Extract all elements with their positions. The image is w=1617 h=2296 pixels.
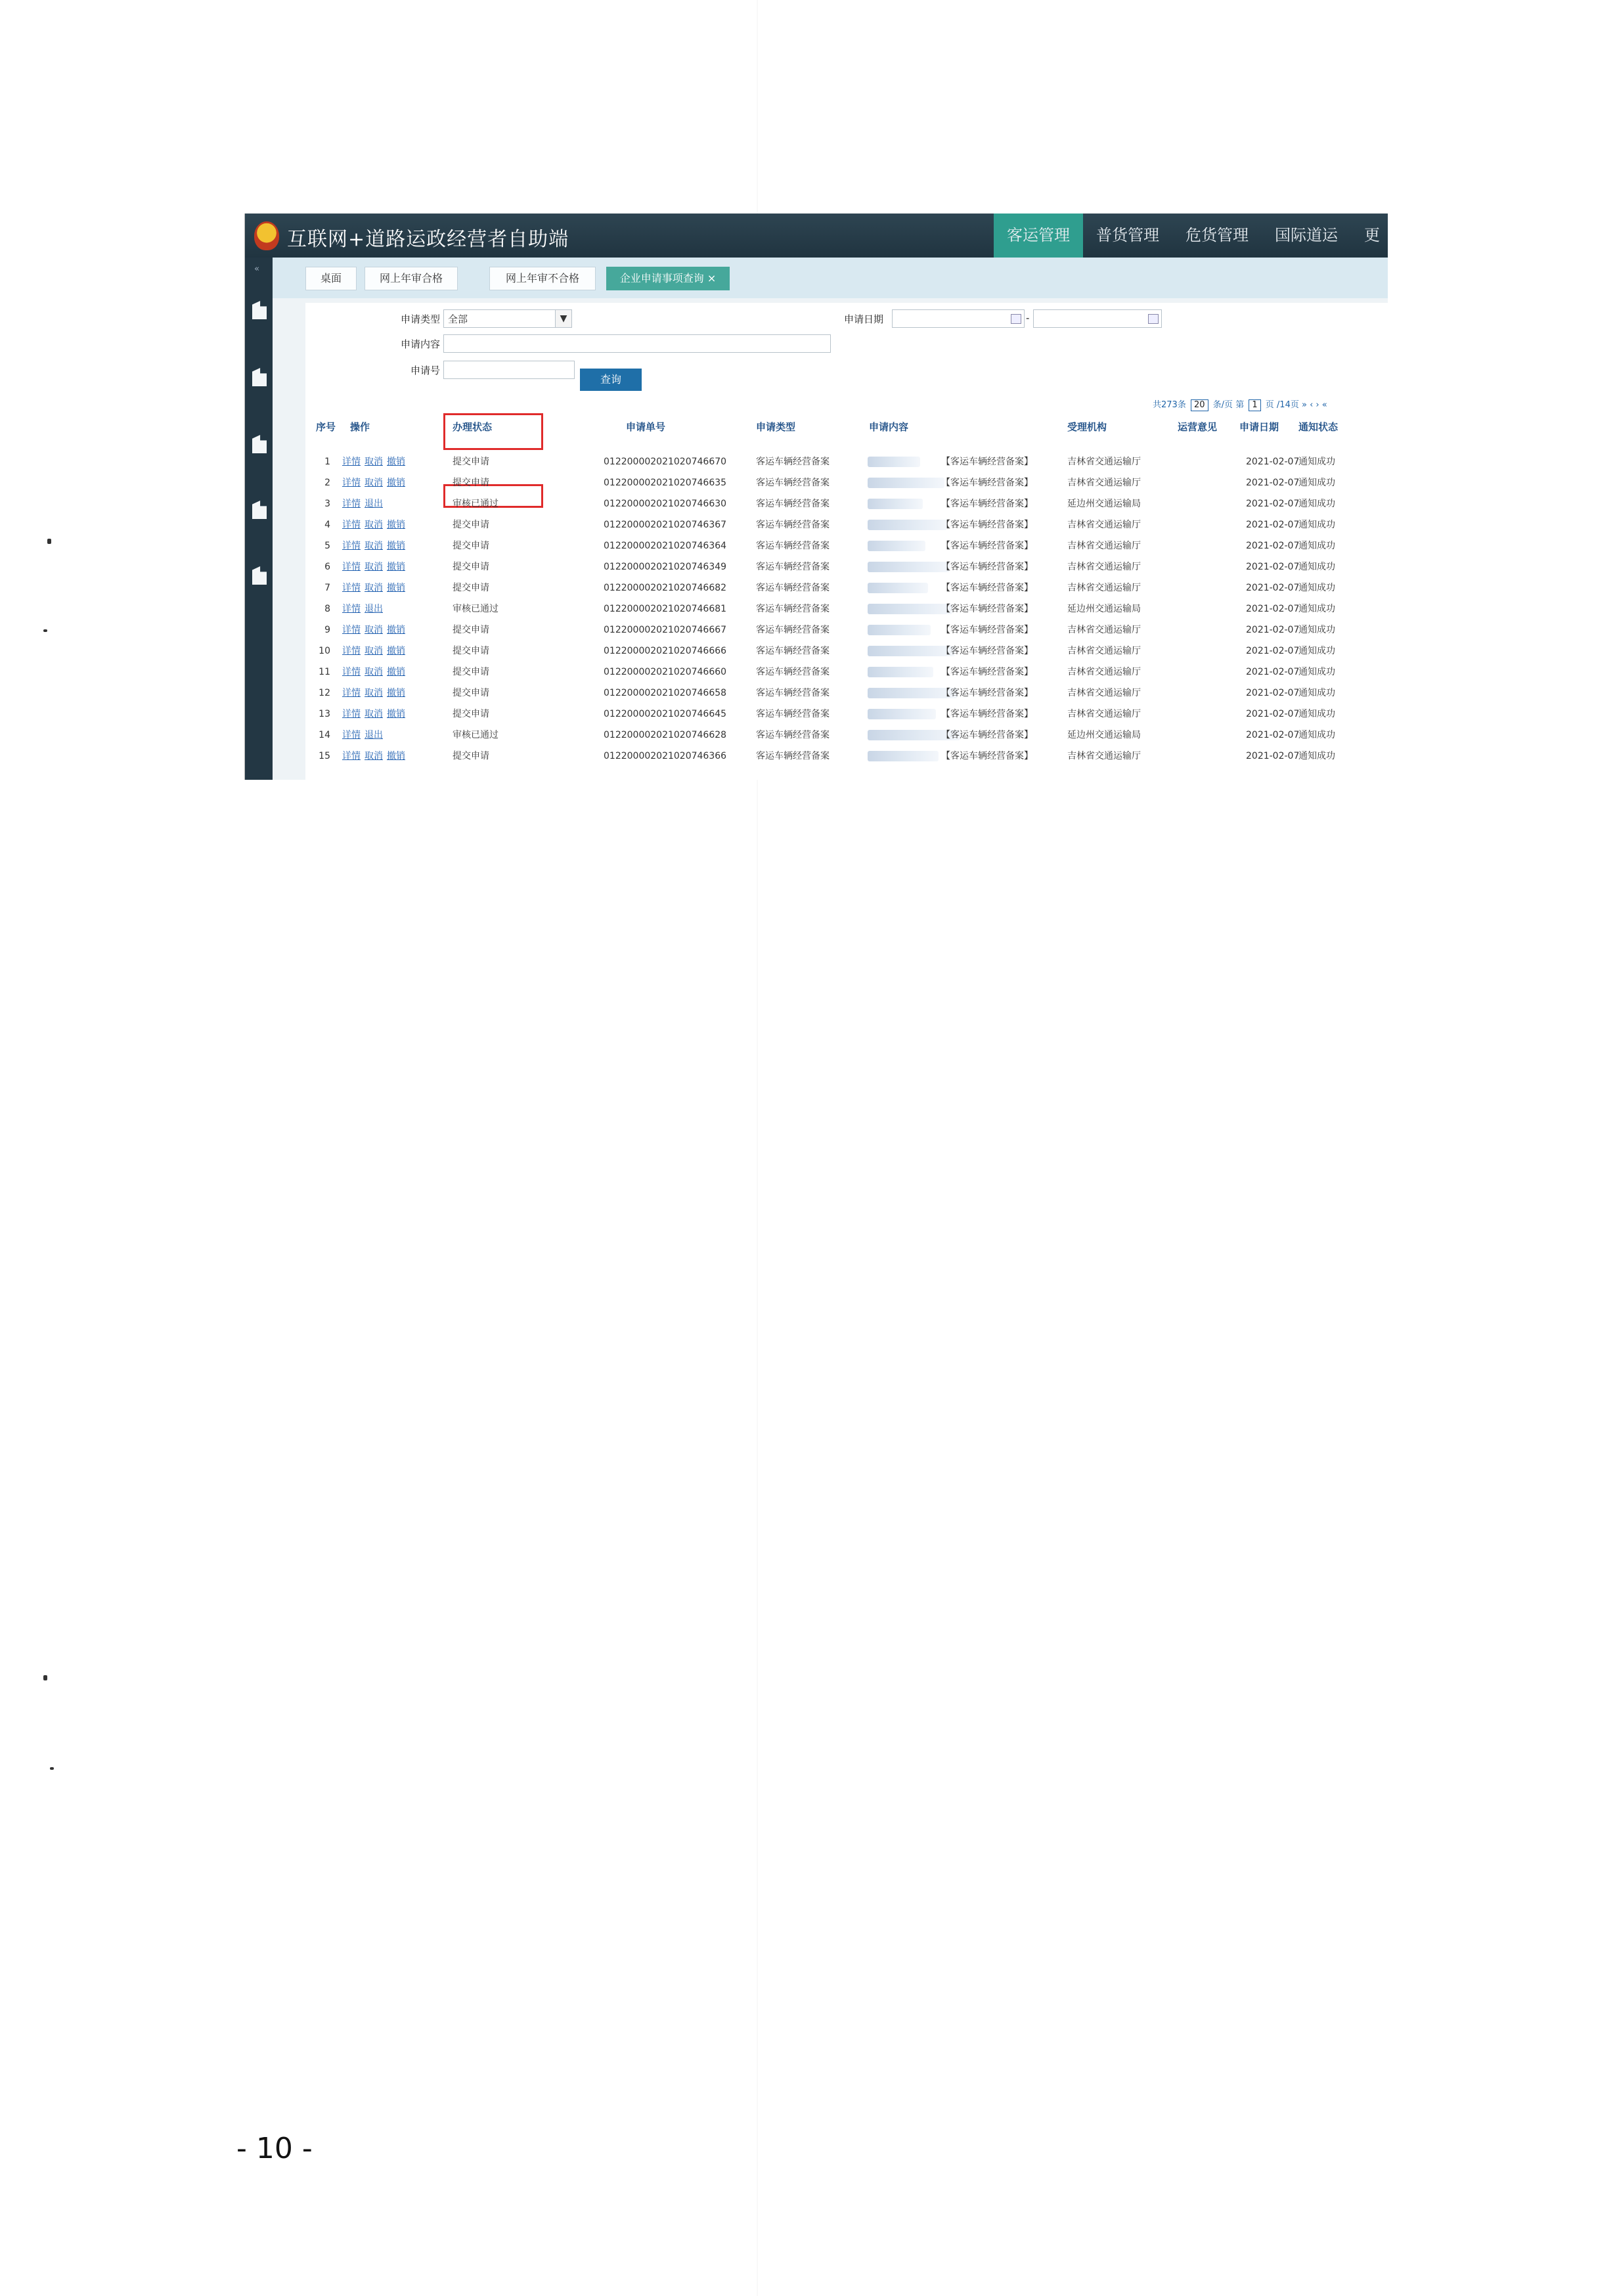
- row-status: 提交申请: [453, 541, 489, 551]
- calendar-icon: [1011, 314, 1021, 324]
- row-notice: 通知成功: [1298, 751, 1335, 761]
- row-agency: 吉林省交通运输厅: [1067, 457, 1141, 467]
- row-ops: [342, 535, 409, 556]
- row-type: 客运车辆经营备案: [756, 520, 830, 530]
- row-app-no: 012200002021020746670: [604, 457, 727, 467]
- row-app-no: 012200002021020746366: [604, 751, 727, 761]
- col-ops: 操作: [350, 421, 370, 433]
- row-ops: [342, 725, 387, 746]
- row-type: 客运车辆经营备案: [756, 562, 830, 572]
- row-seq: 6: [324, 562, 330, 572]
- row-ops: [342, 683, 409, 704]
- table-row: [305, 598, 1388, 619]
- main-content: [305, 303, 1388, 780]
- redacted-plate: [868, 457, 920, 467]
- row-op-link[interactable]: 取消: [365, 520, 383, 530]
- row-status: 提交申请: [453, 520, 489, 530]
- row-ops: [342, 746, 409, 767]
- row-ops: [342, 619, 409, 641]
- row-op-link[interactable]: 撤销: [387, 625, 405, 635]
- row-date: 2021-02-07: [1246, 499, 1300, 509]
- row-agency: 吉林省交通运输厅: [1067, 646, 1141, 656]
- row-notice: 通知成功: [1298, 604, 1335, 614]
- pager-total-pages: /14页: [1276, 400, 1299, 410]
- row-notice: 通知成功: [1298, 583, 1335, 593]
- tab-bar: [273, 258, 1388, 298]
- redacted-plate: [868, 709, 936, 719]
- row-notice: 通知成功: [1298, 541, 1335, 551]
- row-agency: 延边州交通运输局: [1067, 604, 1141, 614]
- building-icon[interactable]: [252, 368, 267, 386]
- row-date: 2021-02-07: [1246, 646, 1300, 656]
- row-notice: 通知成功: [1298, 667, 1335, 677]
- apply-no-label: 申请号: [410, 365, 440, 376]
- tab-application-query[interactable]: 企业申请事项查询 ×: [606, 267, 730, 290]
- row-status: 提交申请: [453, 646, 489, 656]
- row-status: 提交申请: [453, 457, 489, 467]
- app-title: 互联网+道路运政经营者自助端: [287, 228, 569, 251]
- building-icon[interactable]: [252, 501, 267, 519]
- table-row: [305, 725, 1388, 746]
- page-number: - 10 -: [236, 2132, 313, 2165]
- col-status: 办理状态: [453, 421, 493, 433]
- row-status: 提交申请: [453, 688, 489, 698]
- row-op-link[interactable]: 撤销: [387, 751, 405, 761]
- row-op-link[interactable]: 撤销: [387, 478, 405, 488]
- table-row: [305, 746, 1388, 767]
- col-date: 申请日期: [1239, 421, 1279, 433]
- row-ops: [342, 472, 409, 493]
- row-seq: 7: [324, 583, 330, 593]
- row-op-link[interactable]: 详情: [342, 646, 361, 656]
- col-opinion: 运营意见: [1178, 421, 1218, 433]
- pagination: [1153, 397, 1327, 411]
- row-op-link[interactable]: 撤销: [387, 688, 405, 698]
- row-op-link[interactable]: 退出: [365, 730, 383, 740]
- apply-content-input[interactable]: [443, 334, 831, 353]
- row-ops: [342, 598, 387, 619]
- row-app-no: 012200002021020746660: [604, 667, 727, 677]
- row-status: 提交申请: [453, 709, 489, 719]
- row-agency: 吉林省交通运输厅: [1067, 709, 1141, 719]
- row-op-link[interactable]: 撤销: [387, 541, 405, 551]
- row-notice: 通知成功: [1298, 478, 1335, 488]
- row-op-link[interactable]: 详情: [342, 688, 361, 698]
- scan-mark: [43, 1675, 47, 1680]
- tab-annual-pass[interactable]: 网上年审合格: [365, 267, 458, 290]
- row-app-no: 012200002021020746367: [604, 520, 727, 530]
- row-notice: 通知成功: [1298, 730, 1335, 740]
- screenshot-frame: [244, 214, 1388, 780]
- redacted-plate: [868, 604, 952, 614]
- building-icon[interactable]: [252, 566, 267, 585]
- row-content: 【客运车辆经营备案】: [941, 520, 1033, 530]
- row-content: 【客运车辆经营备案】: [941, 478, 1033, 488]
- top-bar: [245, 214, 1388, 258]
- row-date: 2021-02-07: [1246, 541, 1300, 551]
- scan-mark: [43, 629, 47, 632]
- row-op-link[interactable]: 退出: [365, 604, 383, 614]
- row-type: 客运车辆经营备案: [756, 667, 830, 677]
- row-notice: 通知成功: [1298, 499, 1335, 509]
- row-notice: 通知成功: [1298, 688, 1335, 698]
- row-notice: 通知成功: [1298, 646, 1335, 656]
- row-op-link[interactable]: 详情: [342, 604, 361, 614]
- row-status: 审核已通过: [453, 730, 498, 740]
- row-op-link[interactable]: 详情: [342, 478, 361, 488]
- row-app-no: 012200002021020746349: [604, 562, 727, 572]
- row-op-link[interactable]: 撤销: [387, 457, 405, 467]
- row-seq: 10: [319, 646, 330, 656]
- row-content: 【客运车辆经营备案】: [941, 625, 1033, 635]
- pager-page-prefix: 第: [1235, 400, 1245, 410]
- row-date: 2021-02-07: [1246, 604, 1300, 614]
- row-type: 客运车辆经营备案: [756, 751, 830, 761]
- row-content: 【客运车辆经营备案】: [941, 646, 1033, 656]
- apply-no-input[interactable]: [443, 361, 575, 379]
- row-op-link[interactable]: 撤销: [387, 562, 405, 572]
- row-notice: 通知成功: [1298, 520, 1335, 530]
- row-op-link[interactable]: 退出: [365, 499, 383, 509]
- row-date: 2021-02-07: [1246, 688, 1300, 698]
- row-app-no: 012200002021020746682: [604, 583, 727, 593]
- row-op-link[interactable]: 取消: [365, 562, 383, 572]
- row-op-link[interactable]: 撤销: [387, 646, 405, 656]
- row-agency: 吉林省交通运输厅: [1067, 520, 1141, 530]
- row-type: 客运车辆经营备案: [756, 604, 830, 614]
- row-content: 【客运车辆经营备案】: [941, 583, 1033, 593]
- row-content: 【客运车辆经营备案】: [941, 688, 1033, 698]
- row-seq: 2: [324, 478, 330, 488]
- row-status: 提交申请: [453, 625, 489, 635]
- table-row: [305, 514, 1388, 535]
- col-seq: 序号: [316, 421, 336, 433]
- row-op-link[interactable]: 取消: [365, 751, 383, 761]
- row-app-no: 012200002021020746635: [604, 478, 727, 488]
- pager-per-page: 条/页: [1212, 400, 1233, 410]
- row-app-no: 012200002021020746681: [604, 604, 727, 614]
- row-op-link[interactable]: 撤销: [387, 667, 405, 677]
- row-agency: 吉林省交通运输厅: [1067, 667, 1141, 677]
- row-op-link[interactable]: 详情: [342, 457, 361, 467]
- row-app-no: 012200002021020746658: [604, 688, 727, 698]
- row-app-no: 012200002021020746628: [604, 730, 727, 740]
- row-agency: 延边州交通运输局: [1067, 730, 1141, 740]
- table-row: [305, 662, 1388, 683]
- row-content: 【客运车辆经营备案】: [941, 751, 1033, 761]
- collapse-icon[interactable]: «: [254, 264, 259, 274]
- row-op-link[interactable]: 撤销: [387, 520, 405, 530]
- apply-type-value: 全部: [448, 313, 468, 325]
- sidebar: [245, 258, 273, 780]
- table-row: [305, 641, 1388, 662]
- redacted-plate: [868, 499, 923, 509]
- row-op-link[interactable]: 详情: [342, 625, 361, 635]
- page-number-input[interactable]: 1: [1249, 399, 1260, 411]
- row-op-link[interactable]: 取消: [365, 457, 383, 467]
- row-content: 【客运车辆经营备案】: [941, 667, 1033, 677]
- row-content: 【客运车辆经营备案】: [941, 730, 1033, 740]
- row-status: 提交申请: [453, 478, 489, 488]
- date-start-input[interactable]: [892, 309, 1025, 328]
- row-seq: 3: [324, 499, 330, 509]
- row-status: 提交申请: [453, 583, 489, 593]
- row-seq: 15: [319, 751, 330, 761]
- tab-desktop[interactable]: 桌面: [305, 267, 357, 290]
- row-seq: 1: [324, 457, 330, 467]
- row-date: 2021-02-07: [1246, 520, 1300, 530]
- row-op-link[interactable]: 取消: [365, 478, 383, 488]
- row-app-no: 012200002021020746645: [604, 709, 727, 719]
- redacted-plate: [868, 667, 933, 677]
- row-op-link[interactable]: 详情: [342, 541, 361, 551]
- row-op-link[interactable]: 撤销: [387, 583, 405, 593]
- scan-mark: [47, 539, 51, 544]
- row-notice: 通知成功: [1298, 709, 1335, 719]
- row-date: 2021-02-07: [1246, 709, 1300, 719]
- row-op-link[interactable]: 详情: [342, 583, 361, 593]
- row-agency: 吉林省交通运输厅: [1067, 583, 1141, 593]
- pager-total: 共273条: [1153, 400, 1186, 410]
- row-op-link[interactable]: 详情: [342, 562, 361, 572]
- row-op-link[interactable]: 详情: [342, 751, 361, 761]
- row-status: 提交申请: [453, 667, 489, 677]
- row-ops: [342, 451, 409, 472]
- row-date: 2021-02-07: [1246, 457, 1300, 467]
- row-date: 2021-02-07: [1246, 562, 1300, 572]
- chevron-down-icon: ▼: [555, 310, 571, 327]
- apply-type-label: 申请类型: [400, 313, 440, 325]
- row-type: 客运车辆经营备案: [756, 709, 830, 719]
- row-agency: 延边州交通运输局: [1067, 499, 1141, 509]
- row-ops: [342, 493, 387, 514]
- table-row: [305, 577, 1388, 598]
- building-icon[interactable]: [252, 301, 267, 319]
- row-type: 客运车辆经营备案: [756, 646, 830, 656]
- scan-mark: [50, 1767, 54, 1770]
- table-row: [305, 535, 1388, 556]
- table-row: [305, 472, 1388, 493]
- row-ops: [342, 514, 409, 535]
- redacted-plate: [868, 478, 944, 488]
- query-button[interactable]: 查询: [580, 369, 642, 391]
- row-type: 客运车辆经营备案: [756, 625, 830, 635]
- col-content: 申请内容: [869, 421, 909, 433]
- table-row: [305, 556, 1388, 577]
- row-date: 2021-02-07: [1246, 667, 1300, 677]
- table-row: [305, 451, 1388, 472]
- redacted-plate: [868, 751, 939, 761]
- row-type: 客运车辆经营备案: [756, 541, 830, 551]
- redacted-plate: [868, 583, 928, 593]
- row-op-link[interactable]: 取消: [365, 541, 383, 551]
- calendar-icon: [1148, 314, 1159, 324]
- row-op-link[interactable]: 详情: [342, 709, 361, 719]
- tab-annual-fail[interactable]: 网上年审不合格: [489, 267, 596, 290]
- row-status: 提交申请: [453, 562, 489, 572]
- row-agency: 吉林省交通运输厅: [1067, 625, 1141, 635]
- row-seq: 5: [324, 541, 330, 551]
- redacted-plate: [868, 520, 947, 530]
- row-op-link[interactable]: 取消: [365, 667, 383, 677]
- row-agency: 吉林省交通运输厅: [1067, 562, 1141, 572]
- row-app-no: 012200002021020746667: [604, 625, 727, 635]
- row-seq: 13: [319, 709, 330, 719]
- status-header-highlight: [443, 413, 543, 450]
- row-date: 2021-02-07: [1246, 751, 1300, 761]
- date-separator: -: [1026, 312, 1030, 324]
- row-agency: 吉林省交通运输厅: [1067, 478, 1141, 488]
- col-app-no: 申请单号: [626, 421, 666, 433]
- row-seq: 9: [324, 625, 330, 635]
- row-ops: [342, 704, 409, 725]
- row-status: 审核已通过: [453, 499, 498, 509]
- row-seq: 14: [319, 730, 330, 740]
- redacted-plate: [868, 562, 950, 572]
- building-icon[interactable]: [252, 435, 267, 453]
- row-type: 客运车辆经营备案: [756, 730, 830, 740]
- table-row: [305, 619, 1388, 641]
- row-app-no: 012200002021020746666: [604, 646, 727, 656]
- row-date: 2021-02-07: [1246, 583, 1300, 593]
- row-agency: 吉林省交通运输厅: [1067, 541, 1141, 551]
- row-seq: 8: [324, 604, 330, 614]
- table-row: [305, 493, 1388, 514]
- apply-date-label: 申请日期: [843, 313, 883, 325]
- nav-passenger[interactable]: 客运管理: [994, 214, 1083, 258]
- apply-content-label: 申请内容: [400, 338, 440, 350]
- row-op-link[interactable]: 详情: [342, 730, 361, 740]
- table-row: [305, 683, 1388, 704]
- row-type: 客运车辆经营备案: [756, 583, 830, 593]
- row-status: 提交申请: [453, 751, 489, 761]
- row-type: 客运车辆经营备案: [756, 499, 830, 509]
- row-seq: 4: [324, 520, 330, 530]
- table-row: [305, 704, 1388, 725]
- row-op-link[interactable]: 取消: [365, 709, 383, 719]
- row-ops: [342, 577, 409, 598]
- row-op-link[interactable]: 取消: [365, 583, 383, 593]
- col-type: 申请类型: [756, 421, 796, 433]
- emblem-logo-icon: [254, 221, 279, 250]
- apply-type-select[interactable]: [443, 309, 572, 328]
- row-op-link[interactable]: 取消: [365, 688, 383, 698]
- row-ops: [342, 556, 409, 577]
- row-content: 【客运车辆经营备案】: [941, 499, 1033, 509]
- redacted-plate: [868, 625, 931, 635]
- row-agency: 吉林省交通运输厅: [1067, 751, 1141, 761]
- row-ops: [342, 641, 409, 662]
- row-seq: 11: [319, 667, 330, 677]
- row-app-no: 012200002021020746364: [604, 541, 727, 551]
- row-content: 【客运车辆经营备案】: [941, 562, 1033, 572]
- row-date: 2021-02-07: [1246, 478, 1300, 488]
- row-content: 【客运车辆经营备案】: [941, 457, 1033, 467]
- row-app-no: 012200002021020746630: [604, 499, 727, 509]
- row-type: 客运车辆经营备案: [756, 457, 830, 467]
- row-seq: 12: [319, 688, 330, 698]
- row-date: 2021-02-07: [1246, 730, 1300, 740]
- page-size-select[interactable]: 20: [1191, 399, 1208, 411]
- row-content: 【客运车辆经营备案】: [941, 604, 1033, 614]
- row-op-link[interactable]: 详情: [342, 667, 361, 677]
- nav-more[interactable]: 更: [1364, 226, 1380, 244]
- row-ops: [342, 662, 409, 683]
- col-agency: 受理机构: [1067, 421, 1107, 433]
- redacted-plate: [868, 541, 925, 551]
- row-op-link[interactable]: 详情: [342, 499, 361, 509]
- row-content: 【客运车辆经营备案】: [941, 709, 1033, 719]
- row-notice: 通知成功: [1298, 625, 1335, 635]
- row-date: 2021-02-07: [1246, 625, 1300, 635]
- row-status: 审核已通过: [453, 604, 498, 614]
- date-end-input[interactable]: [1033, 309, 1162, 328]
- top-nav: [994, 214, 1388, 258]
- row-op-link[interactable]: 详情: [342, 520, 361, 530]
- row-notice: 通知成功: [1298, 562, 1335, 572]
- pager-nav-arrows[interactable]: » ‹ › «: [1302, 400, 1327, 410]
- row-content: 【客运车辆经营备案】: [941, 541, 1033, 551]
- nav-international[interactable]: 国际道运: [1275, 226, 1338, 244]
- nav-general-cargo[interactable]: 普货管理: [1096, 226, 1159, 244]
- col-notice: 通知状态: [1298, 421, 1339, 433]
- row-op-link[interactable]: 撤销: [387, 709, 405, 719]
- row-op-link[interactable]: 取消: [365, 646, 383, 656]
- pager-page-suffix: 页: [1265, 400, 1274, 410]
- nav-dangerous-cargo[interactable]: 危货管理: [1185, 226, 1249, 244]
- row-type: 客运车辆经营备案: [756, 688, 830, 698]
- row-type: 客运车辆经营备案: [756, 478, 830, 488]
- row-op-link[interactable]: 取消: [365, 625, 383, 635]
- row-agency: 吉林省交通运输厅: [1067, 688, 1141, 698]
- row-notice: 通知成功: [1298, 457, 1335, 467]
